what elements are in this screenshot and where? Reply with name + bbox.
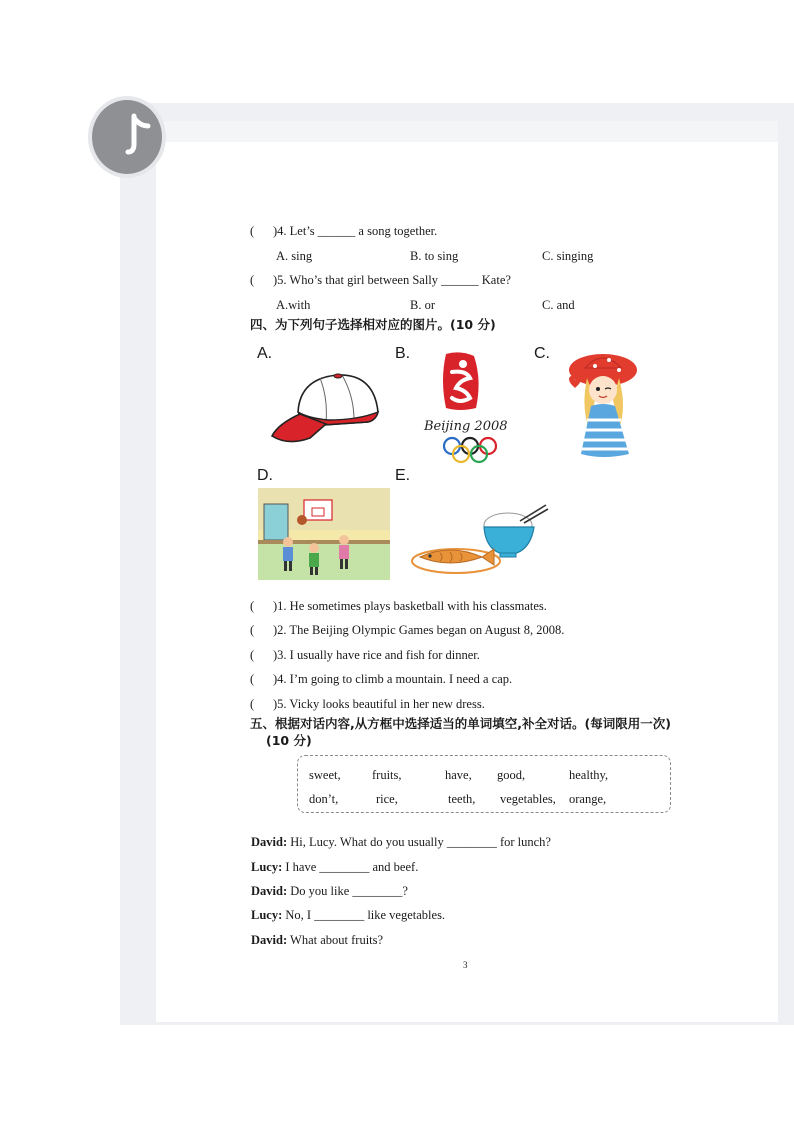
word-bank-item: sweet, xyxy=(309,768,341,782)
word-bank-box xyxy=(297,755,671,813)
question-stem: )4. Let’s ______ a song together. xyxy=(273,224,438,238)
word-bank-item: teeth, xyxy=(448,792,476,806)
picture-label-c: C. xyxy=(534,345,550,362)
word-bank-item: good, xyxy=(497,768,526,782)
dialogue-line xyxy=(251,907,445,923)
answer-paren: ( xyxy=(250,648,255,662)
dialogue-text: I have ________ and beef. xyxy=(282,860,419,874)
logo-text: Beijing 2008 xyxy=(424,419,508,434)
matching-item: )2. The Beijing Olympic Games began on August 8, 2008. xyxy=(273,623,565,637)
word-bank-item: orange, xyxy=(569,792,607,806)
answer-paren: ( xyxy=(250,697,255,711)
app-badge[interactable] xyxy=(92,100,162,174)
answer-paren: ( xyxy=(250,672,255,686)
dialogue-line xyxy=(251,932,383,948)
picture-label-a: A. xyxy=(257,345,273,362)
dialogue-text: No, I ________ like vegetables. xyxy=(282,908,446,922)
dialogue-line xyxy=(251,834,551,850)
dialogue-text: Hi, Lucy. What do you usually ________ for lunch? xyxy=(287,835,551,849)
option-c: C. and xyxy=(542,298,575,312)
answer-paren: ( xyxy=(250,599,255,613)
basketball-scene-icon xyxy=(258,488,390,580)
page-top-strip xyxy=(156,121,778,142)
option-a: A. sing xyxy=(276,249,313,263)
picture-label-e: E. xyxy=(395,467,411,484)
matching-item: )5. Vicky looks beautiful in her new dress. xyxy=(273,697,485,711)
dialogue-text: Do you like ________? xyxy=(287,884,408,898)
word-bank-item: vegetables, xyxy=(500,792,556,806)
rice-and-fish-icon xyxy=(410,503,550,579)
speaker-name: David: xyxy=(251,835,288,849)
girl-in-hat-icon xyxy=(565,348,641,460)
answer-paren: ( xyxy=(250,273,255,287)
word-bank-item: rice, xyxy=(376,792,398,806)
dialogue-text: What about fruits? xyxy=(287,933,384,947)
word-bank-item: fruits, xyxy=(372,768,402,782)
section-heading-points: (10 分) xyxy=(266,733,312,748)
speaker-name: David: xyxy=(251,884,288,898)
baseball-cap-icon xyxy=(268,372,384,446)
matching-item: )3. I usually have rice and fish for dinner. xyxy=(273,648,480,662)
matching-item: )1. He sometimes plays basketball with his classmates. xyxy=(273,599,547,613)
section-heading: 四、为下列句子选择相对应的图片。(10 分) xyxy=(250,317,496,332)
word-bank-item: healthy, xyxy=(569,768,609,782)
speaker-name: Lucy: xyxy=(251,908,283,922)
speaker-name: David: xyxy=(251,933,288,947)
dialogue-line xyxy=(251,859,418,875)
matching-item: )4. I’m going to climb a mountain. I need a cap. xyxy=(273,672,513,686)
speaker-name: Lucy: xyxy=(251,860,283,874)
option-b: B. to sing xyxy=(410,249,459,263)
word-bank-item: don’t, xyxy=(309,792,339,806)
option-c: C. singing xyxy=(542,249,594,263)
option-a: A.with xyxy=(276,298,311,312)
music-note-icon xyxy=(126,114,150,158)
picture-label-d: D. xyxy=(257,467,273,484)
question-stem: )5. Who’s that girl between Sally ______ Kate? xyxy=(273,273,511,287)
page-number: 3 xyxy=(463,960,468,970)
option-b: B. or xyxy=(410,298,435,312)
word-bank-item: have, xyxy=(445,768,472,782)
dialogue-line xyxy=(251,883,408,899)
answer-paren: ( xyxy=(250,224,255,238)
beijing-olympics-logo xyxy=(420,350,514,466)
picture-label-b: B. xyxy=(395,345,411,362)
section-heading: 五、根据对话内容,从方框中选择适当的单词填空,补全对话。(每词限用一次) xyxy=(250,716,671,731)
answer-paren: ( xyxy=(250,623,255,637)
